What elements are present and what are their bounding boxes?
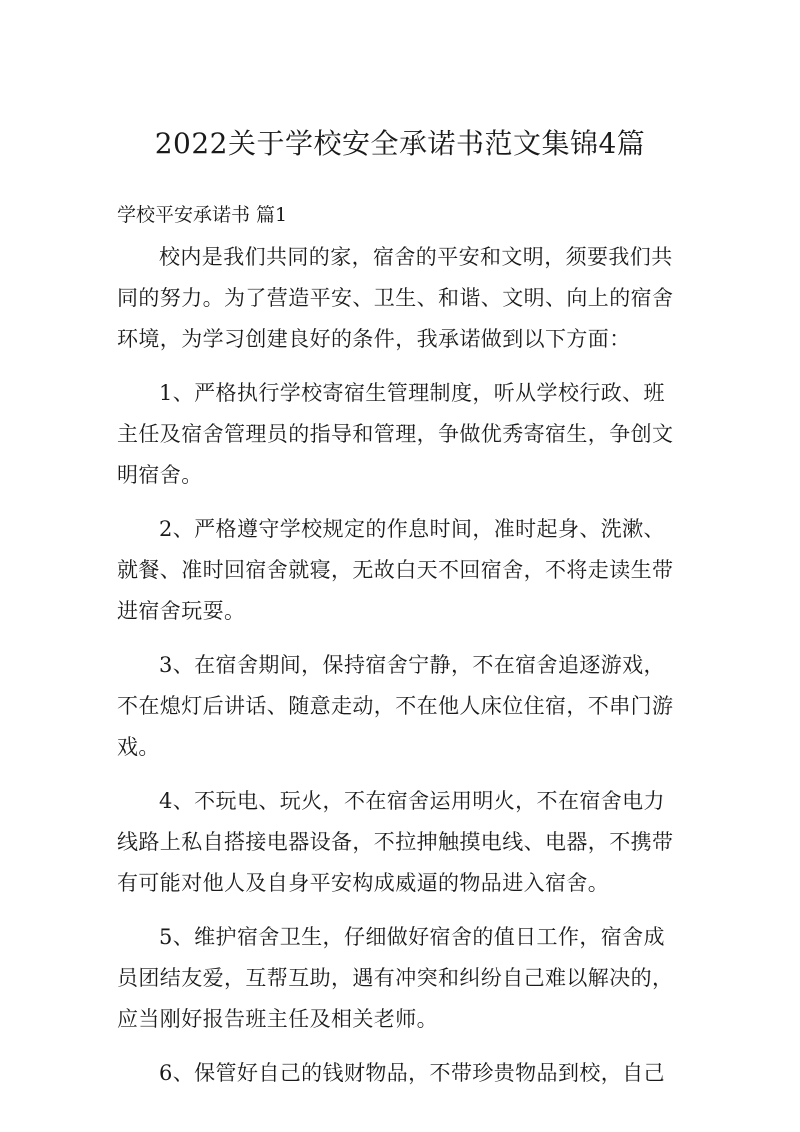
- paragraph: [117, 373, 687, 496]
- paragraph-line: 主任及宿舍管理员的指导和管理，争做优秀寄宿生，争创文: [117, 422, 674, 446]
- paragraph-line: 戏。: [117, 735, 160, 759]
- paragraph-line: 1、严格执行学校寄宿生管理制度，听从学校行政、班: [159, 381, 665, 405]
- paragraph-line: 进宿舍玩耍。: [117, 599, 246, 623]
- document-title: 2022关于学校安全承诺书范文集锦4篇: [154, 127, 646, 160]
- paragraph-line: 5、维护宿舍卫生，仔细做好宿舍的值日工作，宿舍成: [159, 925, 665, 949]
- paragraph-line: 就餐、准时回宿舍就寝，无故白天不回宿舍，不将走读生带: [117, 558, 674, 582]
- paragraph-line: 环境，为学习创建良好的条件，我承诺做到以下方面：: [117, 327, 631, 351]
- paragraph-line: 校内是我们共同的家，宿舍的平安和文明，须要我们共: [159, 245, 673, 269]
- section-heading: 学校平安承诺书 篇1: [117, 204, 288, 226]
- paragraph-line: 6、保管好自己的钱财物品，不带珍贵物品到校，自己: [159, 1061, 665, 1085]
- document-body: [117, 237, 687, 1107]
- paragraph-line: 员团结友爱，互帮互助，遇有冲突和纠纷自己难以解决的，: [117, 966, 674, 990]
- paragraph: [117, 237, 687, 360]
- paragraph-line: 不在熄灯后讲话、随意走动，不在他人床位住宿，不串门游: [117, 694, 674, 718]
- paragraph-line: 明宿舍。: [117, 463, 203, 487]
- paragraph: [117, 509, 687, 632]
- paragraph-line: 同的努力。为了营造平安、卫生、和谐、文明、向上的宿舍: [117, 286, 674, 310]
- paragraph: [117, 917, 687, 1040]
- paragraph: [117, 645, 687, 768]
- paragraph-line: 3、在宿舍期间，保持宿舍宁静，不在宿舍追逐游戏，: [159, 653, 665, 677]
- paragraph: [117, 1053, 687, 1094]
- paragraph-line: 应当刚好报告班主任及相关老师。: [117, 1007, 438, 1031]
- paragraph-line: 线路上私自搭接电器设备，不拉抻触摸电线、电器，不携带: [117, 830, 674, 854]
- paragraph: [117, 781, 687, 904]
- paragraph-line: 4、不玩电、玩火，不在宿舍运用明火，不在宿舍电力: [159, 789, 665, 813]
- paragraph-line: 2、严格遵守学校规定的作息时间，准时起身、洗漱、: [159, 517, 665, 541]
- paragraph-line: 有可能对他人及自身平安构成威逼的物品进入宿舍。: [117, 871, 610, 895]
